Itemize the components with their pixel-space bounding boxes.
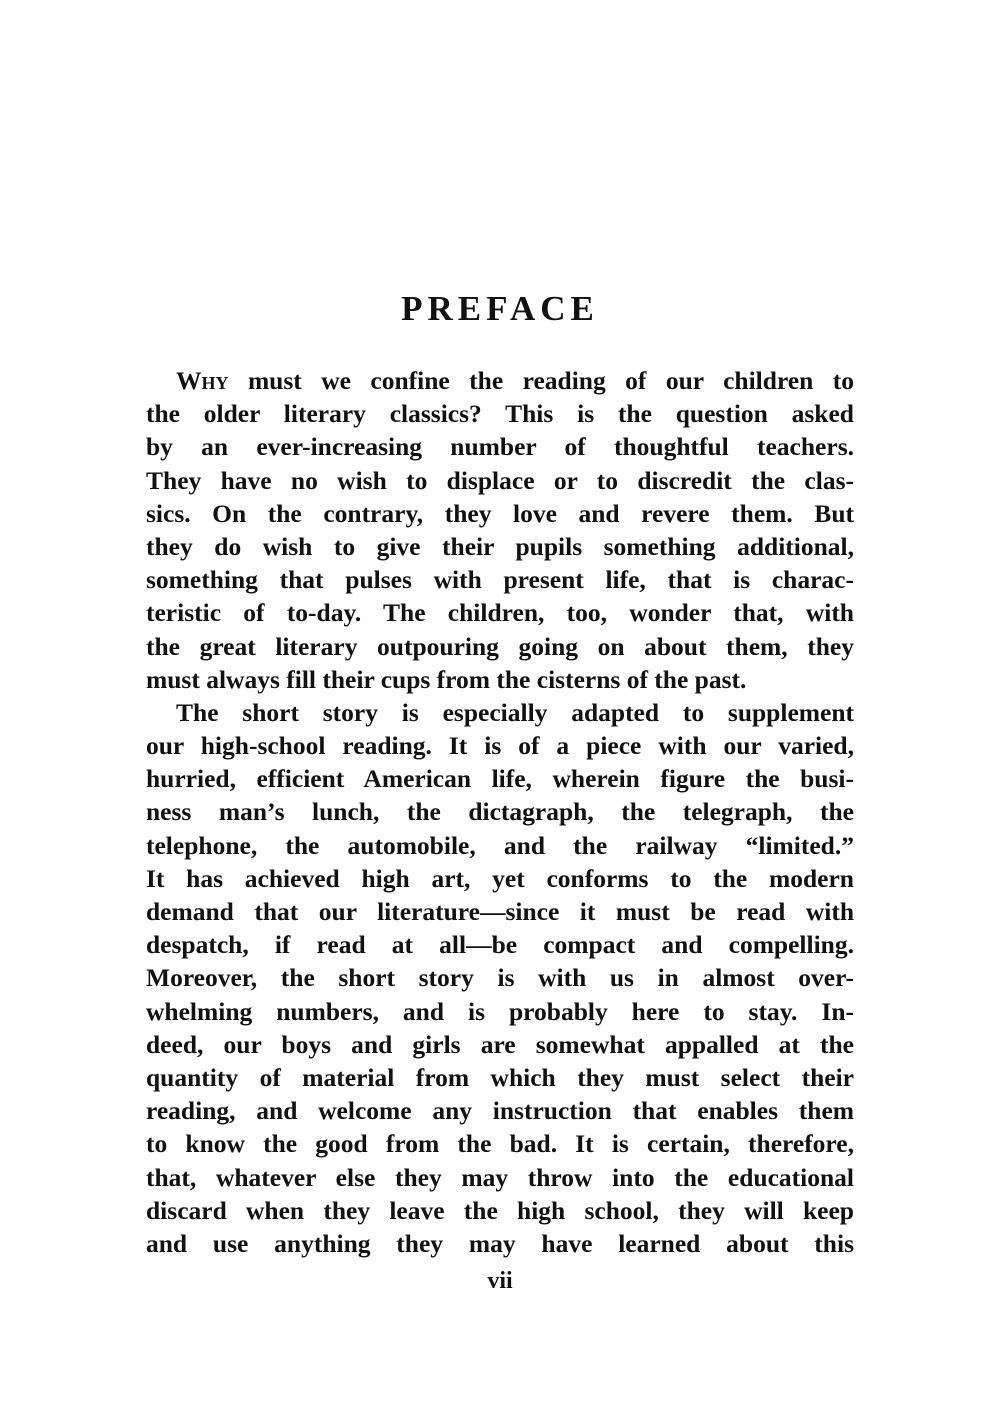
- text-line: discard when they leave the high school, they will keep: [146, 1195, 854, 1225]
- page-number: vii: [487, 1268, 513, 1294]
- preface-body: [146, 364, 854, 1260]
- text-line: telephone, the automobile, and the railway “limited.”: [146, 830, 854, 860]
- text-line: they do wish to give their pupils something additional,: [146, 531, 854, 561]
- text-line: demand that our literature—since it must be read with: [146, 897, 854, 926]
- text-line: the great literary outpouring going on about them, they: [146, 631, 854, 661]
- text-line: ness man’s lunch, the dictagraph, the telegraph, the: [146, 797, 854, 827]
- text-line: despatch, if read at all—be compact and compelling.: [146, 930, 854, 960]
- text-line: It has achieved high art, yet conforms to the modern: [146, 863, 854, 893]
- text-line-rest: must we confine the reading of our children to: [228, 366, 854, 395]
- text-line: They have no wish to displace or to discredit the clas-: [146, 465, 854, 495]
- text-line: hurried, efficient American life, wherein figure the busi-: [146, 764, 854, 794]
- text-line: that, whatever else they may throw into the educational: [146, 1162, 854, 1192]
- text-line: deed, our boys and girls are somewhat appalled at the: [146, 1029, 854, 1059]
- text-line: The short story is especially adapted to supplement: [176, 697, 854, 727]
- text-line: our high-school reading. It is of a piece with our varied,: [146, 731, 854, 761]
- paragraph-1: [146, 364, 854, 696]
- text-line: teristic of to-day. The children, too, wonder that, with: [146, 598, 854, 628]
- drop-word: Why: [176, 366, 229, 395]
- text-line: something that pulses with present life, that is charac-: [146, 565, 854, 595]
- text-line: Moreover, the short story is with us in almost over-: [146, 963, 854, 993]
- text-line: sics. On the contrary, they love and revere them. But: [146, 498, 854, 528]
- text-line: and use anything they may have learned about this: [146, 1228, 854, 1258]
- text-line: the older literary classics? This is the question asked: [146, 399, 854, 429]
- paragraph-2: [146, 696, 854, 1260]
- text-line: to know the good from the bad. It is certain, therefore,: [146, 1129, 854, 1159]
- text-line: reading, and welcome any instruction that enables them: [146, 1096, 854, 1126]
- page-title: PREFACE: [401, 289, 599, 328]
- text-line: must always fill their cups from the cisterns of the past.: [146, 664, 747, 694]
- text-line: [146, 364, 854, 397]
- text-line: whelming numbers, and is probably here to stay. In-: [146, 996, 854, 1026]
- text-line: by an ever-increasing number of thoughtful teachers.: [146, 432, 854, 462]
- text-line: quantity of material from which they must select their: [146, 1062, 854, 1092]
